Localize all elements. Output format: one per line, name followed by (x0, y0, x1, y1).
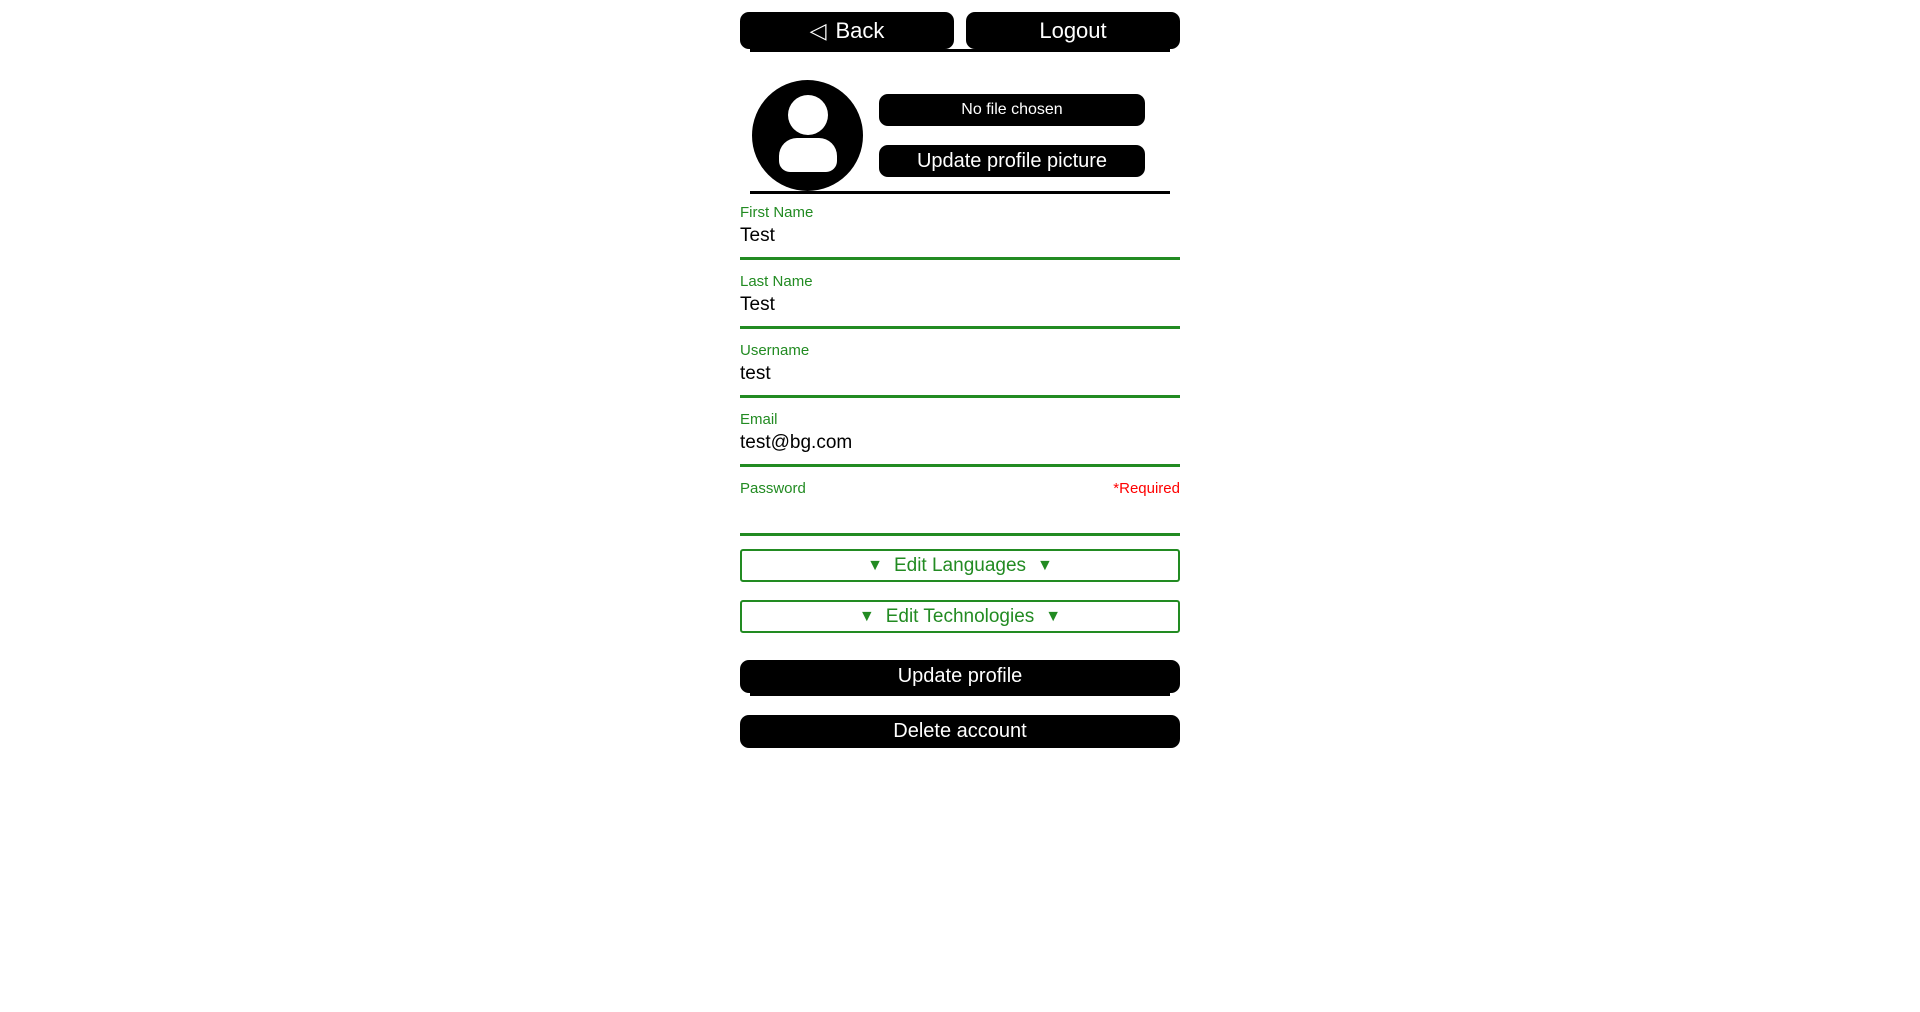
logout-button[interactable] (966, 12, 1180, 49)
edit-languages-label: Edit Languages (893, 554, 1027, 576)
update-profile-button[interactable] (740, 660, 1180, 693)
username-field-group (740, 342, 1180, 398)
email-label: Email (740, 411, 778, 428)
chevron-down-icon: ▼ (867, 556, 883, 574)
profile-form (740, 204, 1180, 693)
picture-buttons (879, 94, 1145, 177)
edit-technologies-label: Edit Technologies (885, 605, 1035, 627)
divider (750, 693, 1170, 696)
edit-languages-button[interactable] (740, 549, 1180, 582)
update-profile-picture-button[interactable] (879, 145, 1145, 177)
password-label: Password (740, 480, 806, 497)
email-field-group (740, 411, 1180, 467)
profile-picture-section (740, 80, 1180, 191)
chevron-down-icon: ▼ (1037, 556, 1053, 574)
avatar-torso-shape (779, 138, 837, 172)
first-name-field-group (740, 204, 1180, 260)
back-button-label: Back (835, 17, 885, 43)
last-name-input[interactable] (740, 291, 1180, 329)
last-name-field-group (740, 273, 1180, 329)
update-profile-label: Update profile (897, 665, 1023, 687)
username-label: Username (740, 342, 810, 359)
first-name-label: First Name (740, 204, 814, 221)
chevron-down-icon: ▼ (1045, 607, 1062, 625)
divider (750, 191, 1170, 194)
divider (750, 49, 1170, 52)
password-field-group (740, 480, 1180, 536)
chevron-down-icon: ▼ (858, 607, 875, 625)
delete-account-label: Delete account (893, 720, 1027, 742)
top-button-row (740, 12, 1180, 49)
user-circle-icon (752, 80, 863, 191)
password-input[interactable] (740, 498, 1180, 536)
first-name-input[interactable] (740, 222, 1180, 260)
profile-page (740, 0, 1180, 748)
back-arrow-icon: ◁ (809, 17, 827, 43)
update-picture-label: Update profile picture (916, 149, 1108, 172)
delete-account-button[interactable] (740, 715, 1180, 748)
logout-button-label: Logout (1039, 17, 1107, 43)
last-name-label: Last Name (740, 273, 813, 290)
username-input[interactable] (740, 360, 1180, 398)
required-note: *Required (1113, 480, 1180, 497)
avatar-head-shape (788, 95, 828, 135)
file-status-label: No file chosen (961, 101, 1063, 118)
file-input[interactable] (879, 94, 1145, 126)
edit-technologies-button[interactable] (740, 600, 1180, 633)
back-button[interactable] (740, 12, 954, 49)
email-input[interactable] (740, 429, 1180, 467)
